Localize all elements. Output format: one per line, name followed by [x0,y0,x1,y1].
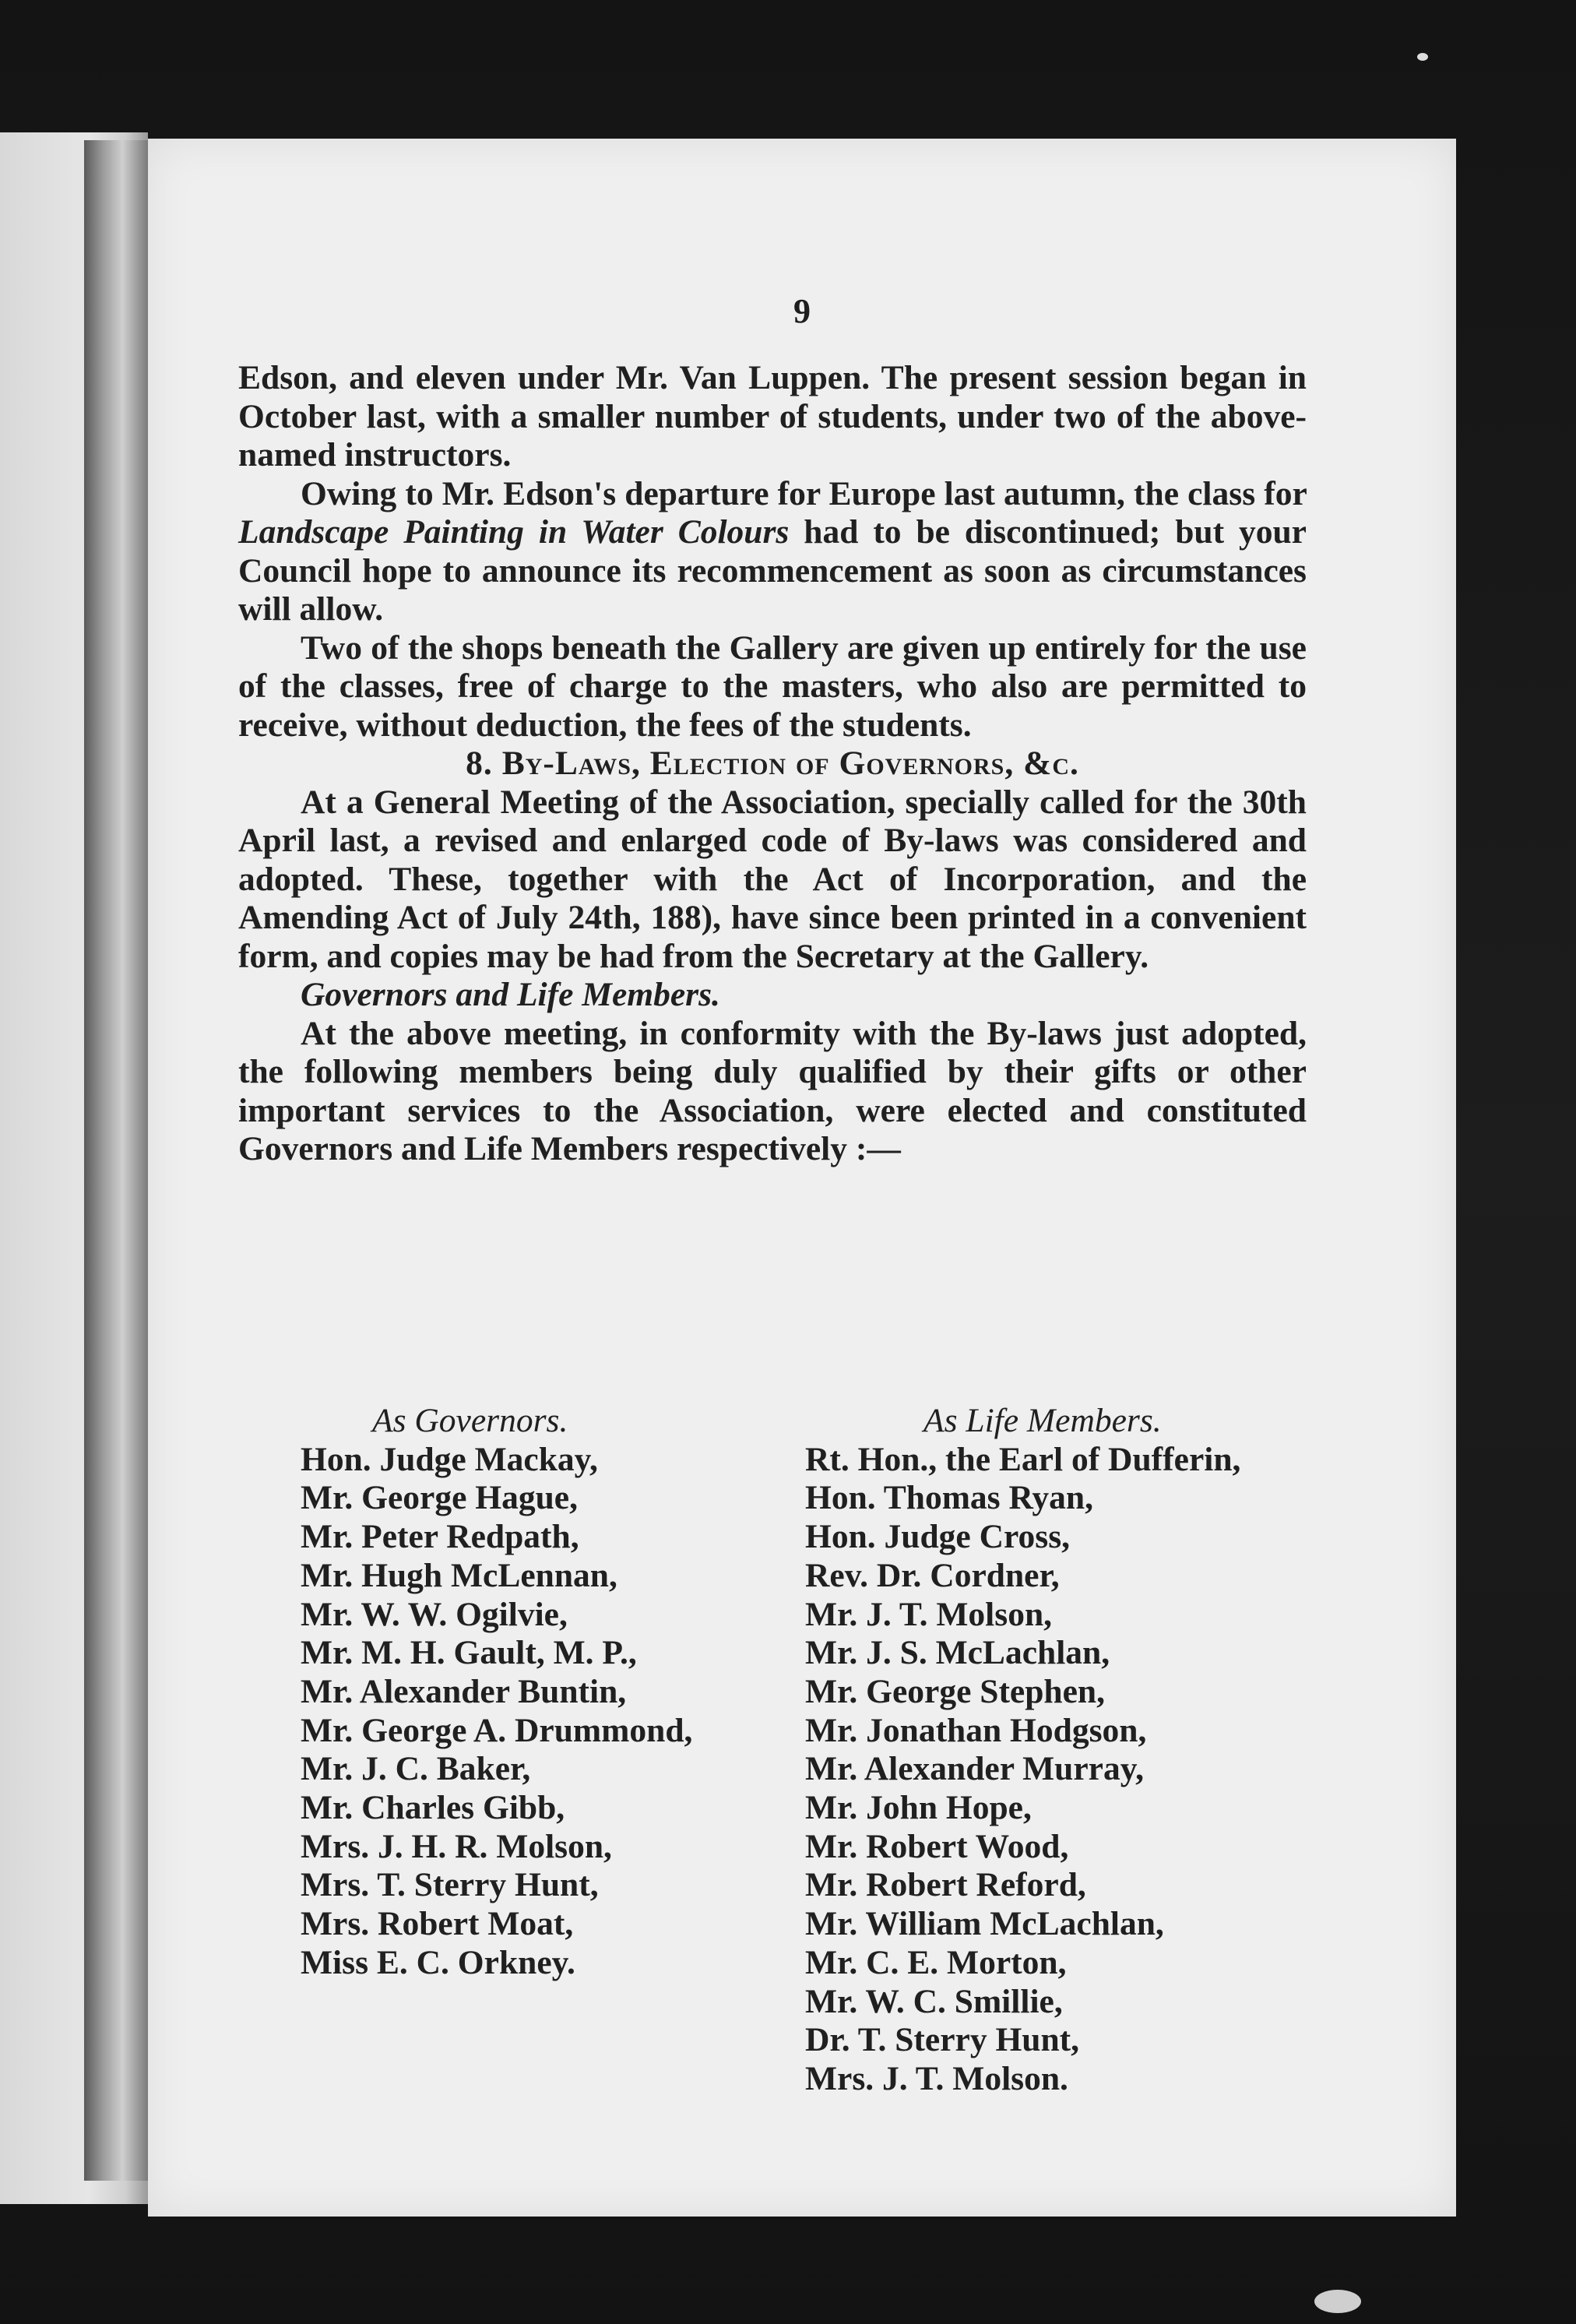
list-item: Mr. Peter Redpath, [301,1518,579,1556]
paragraph-3: Two of the shops beneath the Gallery are given up entirely for the use of the classes, free of charge to the masters, who also are permitted to receive, without deduction, the fees of the students. [238,629,1307,744]
list-item: Rev. Dr. Cordner, [805,1556,1060,1594]
list-item: Rt. Hon., the Earl of Dufferin, [805,1440,1241,1478]
member-columns [301,1402,1344,2099]
page-number: 9 [793,292,811,330]
list-item: Mr. Robert Wood, [805,1827,1069,1865]
list-item: Mrs. J. H. R. Molson, [301,1827,612,1865]
list-item: Hon. Thomas Ryan, [805,1479,1093,1517]
section-title: By-Laws, Election of Governors, &c. [501,745,1079,782]
list-item: Mr. W. C. Smillie, [805,1982,1063,2020]
list-item: Mr. John Hope, [805,1789,1032,1827]
life-members-title: As Life Members. [923,1402,1162,1439]
list-item: Mrs. J. T. Molson. [805,2059,1068,2097]
list-item: Mrs. Robert Moat, [301,1905,574,1943]
life-members-column [805,1402,1344,2099]
list-item: Mr. J. C. Baker, [301,1750,531,1788]
list-item: Mr. W. W. Ogilvie, [301,1595,568,1633]
list-item: Mr. C. E. Morton, [805,1943,1067,1981]
paragraph-2: Owing to Mr. Edson's departure for Europe last autumn, the class for Landscape Painting in Water Colours had to be discontinued; but your Council hope to announce its recommencement as soon as circumstances will allow. [238,474,1307,628]
italic-class-name: Landscape Painting in Water Colours [238,513,790,551]
scan-speck [1314,2290,1361,2313]
subheading: Governors and Life Members. [301,976,720,1013]
list-item: Hon. Judge Cross, [805,1518,1071,1556]
list-item: Hon. Judge Mackay, [301,1440,598,1478]
list-item: Mr. George Hague, [301,1479,578,1517]
section-number: 8. [466,745,493,782]
list-item: Mr. J. S. McLachlan, [805,1634,1110,1672]
paragraph-5: At the above meeting, in conformity with the By-laws just adopted, the following members being duly qualified by their gifts or other important services to the Association, were elected and constituted Governors and Life Members respectively :— [238,1014,1307,1167]
list-item: Mr. Hugh McLennan, [301,1556,617,1594]
document-page [148,139,1456,2217]
list-item: Mr. Alexander Buntin, [301,1672,627,1710]
list-item: Mrs. T. Sterry Hunt, [301,1866,599,1904]
list-item: Mr. George Stephen, [805,1672,1106,1710]
governors-column [301,1402,805,2099]
list-item: Dr. T. Sterry Hunt, [805,2021,1080,2059]
book-gutter [84,140,148,2181]
list-item: Mr. Charles Gibb, [301,1789,565,1827]
list-item: Mr. Jonathan Hodgson, [805,1711,1147,1749]
list-item: Mr. Alexander Murray, [805,1750,1144,1788]
paragraph-1: Edson, and eleven under Mr. Van Luppen. The present session began in October last, with a smaller number of students, under two of the above-named instructors. [238,359,1307,474]
list-item: Mr. William McLachlan, [805,1905,1164,1943]
list-item: Mr. J. T. Molson, [805,1595,1053,1633]
governors-list [301,1441,805,1983]
list-item: Mr. George A. Drummond, [301,1711,693,1749]
governors-title: As Governors. [372,1402,568,1439]
life-members-list [805,1441,1344,2099]
body-text [238,359,1307,1169]
section-heading [238,745,1307,783]
list-item: Mr. M. H. Gault, M. P., [301,1634,637,1672]
list-item: Mr. Robert Reford, [805,1866,1086,1904]
paragraph-4: At a General Meeting of the Association, specially called for the 30th April last, a revised and enlarged code of By-laws was considered and adopted. These, together with the Act of Incorporation, and the Amending Act of July 24th, 188), have since been printed in a convenient form, and copies may be had from the Secretary at the Gallery. [238,783,1307,975]
scan-speck [1417,53,1428,61]
list-item: Miss E. C. Orkney. [301,1943,575,1981]
